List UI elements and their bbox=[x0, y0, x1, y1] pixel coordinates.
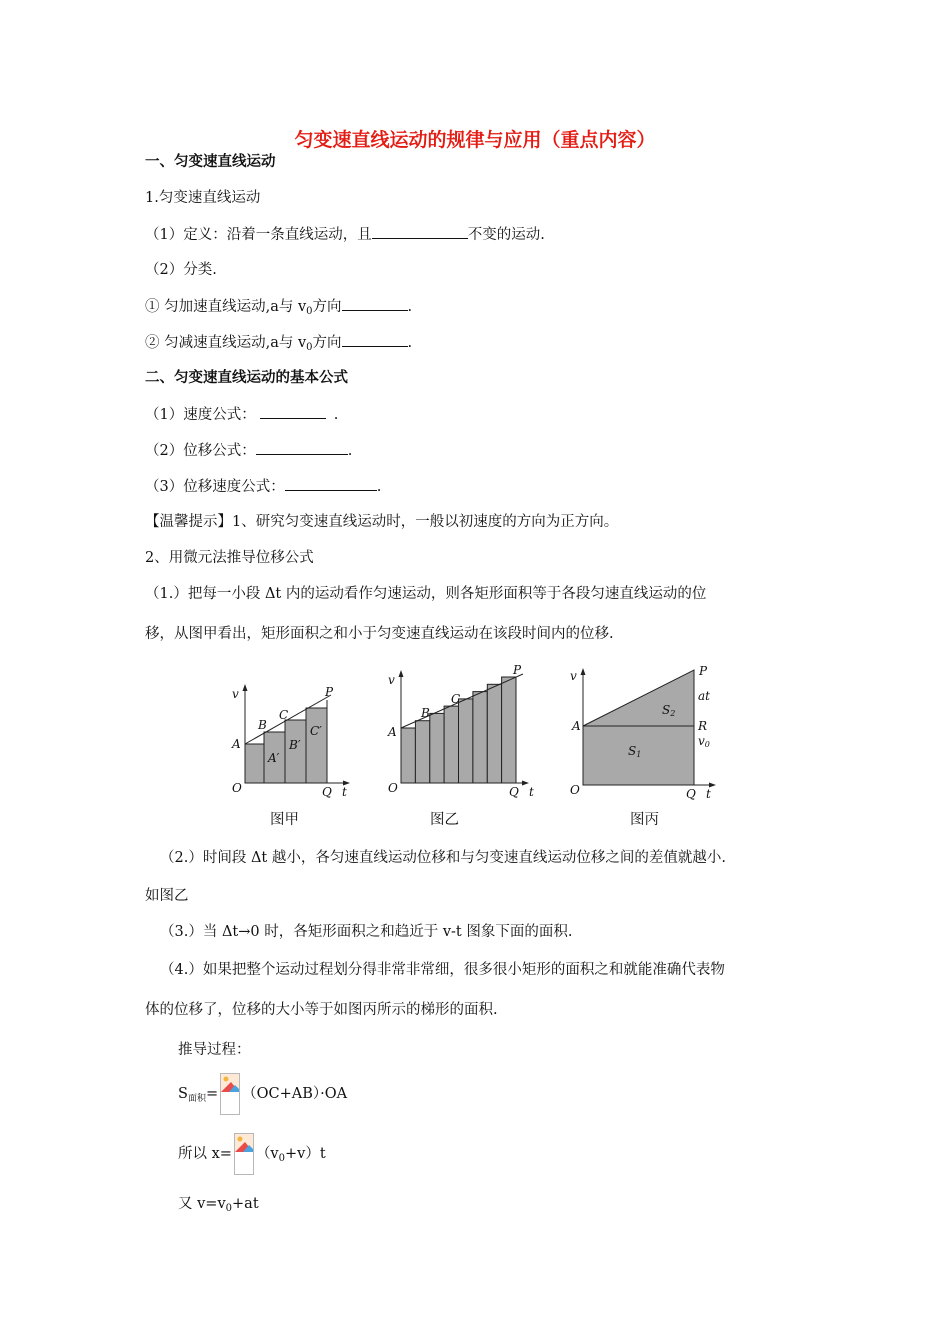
eq1-s: S bbox=[178, 1086, 188, 1102]
formula-disp-velocity-blank[interactable] bbox=[285, 476, 377, 491]
label-o: O bbox=[232, 781, 242, 795]
eq2-tail: +v）t bbox=[285, 1146, 326, 1162]
accel-blank[interactable] bbox=[342, 296, 408, 311]
accel-line bbox=[145, 296, 412, 322]
label-b: B bbox=[421, 706, 430, 720]
equation-3 bbox=[178, 1194, 259, 1219]
fraction-image-icon bbox=[220, 1073, 240, 1115]
definition-prefix: （1）定义：沿着一条直线运动，且 bbox=[145, 227, 372, 243]
decel-blank[interactable] bbox=[342, 332, 408, 347]
label-v: v bbox=[388, 673, 395, 687]
rect-strip bbox=[401, 728, 415, 783]
accel-period: . bbox=[407, 299, 413, 315]
v-axis-arrow bbox=[399, 670, 404, 677]
paragraph-2b: 如图乙 bbox=[145, 888, 189, 904]
label-p: P bbox=[325, 685, 334, 699]
formula-velocity-period: . bbox=[333, 407, 339, 423]
label-o: O bbox=[388, 781, 398, 795]
formula-velocity bbox=[145, 404, 338, 425]
label-v: v bbox=[232, 687, 239, 701]
label-c-prime: C′ bbox=[310, 724, 322, 738]
rect-4 bbox=[306, 708, 327, 783]
eq3-pre: 又 v=v bbox=[178, 1196, 226, 1212]
tip-line: 【温馨提示】1、研究匀变速直线运动时，一般以初速度的方向为正方向。 bbox=[145, 514, 619, 530]
decel-period: . bbox=[407, 335, 413, 351]
fraction-image-icon bbox=[234, 1133, 254, 1175]
accel-prefix: ① 匀加速直线运动,a与 v bbox=[145, 299, 307, 315]
label-o: O bbox=[570, 783, 580, 797]
formula-disp-velocity bbox=[145, 476, 381, 497]
derivation-label: 推导过程： bbox=[178, 1042, 251, 1058]
label-a: A bbox=[232, 737, 241, 751]
label-q: Q bbox=[322, 785, 332, 799]
paragraph-1a: （1.）把每一小段 Δt 内的运动看作匀速运动，则各矩形面积等于各段匀速直线运动的位 bbox=[145, 586, 707, 602]
rect-strip bbox=[444, 706, 458, 783]
label-s1: S1 bbox=[628, 744, 642, 759]
label-v: v bbox=[570, 669, 577, 683]
paragraph-4a: （4.）如果把整个运动过程划分得非常非常细，很多很小矩形的面积之和就能准确代表物 bbox=[160, 962, 725, 978]
eq2-post: （v bbox=[255, 1146, 279, 1162]
eq3-tail: +at bbox=[232, 1196, 259, 1212]
decel-suffix: 方向 bbox=[312, 335, 342, 351]
formula-disp-velocity-period: . bbox=[376, 479, 382, 495]
label-a: A bbox=[388, 725, 397, 739]
t-axis-arrow bbox=[522, 781, 529, 786]
formula-displacement-period: . bbox=[347, 443, 353, 459]
decel-line bbox=[145, 332, 412, 358]
caption-yi: 图乙 bbox=[430, 812, 459, 828]
caption-jia: 图甲 bbox=[270, 812, 299, 828]
paragraph-1b: 移，从图甲看出，矩形面积之和小于匀变速直线运动在该段时间内的位移. bbox=[145, 626, 614, 642]
equation-2 bbox=[178, 1132, 326, 1181]
eq3-sub: 0 bbox=[225, 1203, 233, 1214]
eq2-pre: 所以 x= bbox=[178, 1146, 232, 1162]
rect-strip bbox=[487, 684, 501, 783]
label-c: C bbox=[451, 692, 461, 706]
rect-strip bbox=[459, 699, 473, 783]
decel-sub: 0 bbox=[306, 342, 313, 353]
label-t: t bbox=[529, 785, 534, 799]
label-c: C bbox=[279, 708, 289, 722]
rect-1 bbox=[245, 744, 264, 783]
accel-suffix: 方向 bbox=[312, 299, 342, 315]
item-1: 1.匀变速直线运动 bbox=[145, 190, 261, 206]
eq1-post: （OC+AB）·OA bbox=[242, 1086, 348, 1102]
label-at: at bbox=[698, 689, 710, 703]
eq1-eq: = bbox=[205, 1086, 219, 1102]
figure-jia bbox=[228, 680, 368, 800]
formula-displacement-label: （2）位移公式： bbox=[145, 443, 256, 459]
formula-displacement bbox=[145, 440, 352, 461]
paragraph-2a: （2.）时间段 Δt 越小，各匀速直线运动位移和与匀变速直线运动位移之间的差值就越小. bbox=[160, 850, 726, 866]
eq1-sub: 面积 bbox=[187, 1094, 206, 1104]
rect-strip bbox=[415, 721, 429, 783]
rect-strip bbox=[502, 677, 516, 783]
definition-line bbox=[145, 224, 545, 245]
formula-displacement-blank[interactable] bbox=[256, 440, 348, 455]
label-p: P bbox=[513, 663, 522, 677]
label-a: A bbox=[572, 719, 581, 733]
label-v0: v0 bbox=[698, 734, 710, 749]
section-heading-1: 一、匀变速直线运动 bbox=[145, 154, 276, 170]
formula-velocity-label: （1）速度公式： bbox=[145, 407, 256, 423]
label-s2: S2 bbox=[662, 703, 676, 718]
item-2: 2、用微元法推导位移公式 bbox=[145, 550, 314, 566]
label-p: P bbox=[699, 664, 708, 678]
figure-yi bbox=[386, 660, 536, 800]
label-b-prime: B′ bbox=[289, 738, 301, 752]
label-t: t bbox=[342, 785, 347, 799]
paragraph-4b: 体的位移了，位移的大小等于如图丙所示的梯形的面积. bbox=[145, 1002, 498, 1018]
definition-suffix: 不变的运动. bbox=[467, 227, 545, 243]
equation-1 bbox=[178, 1072, 347, 1121]
v-axis-arrow bbox=[581, 668, 586, 675]
paragraph-3: （3.）当 Δt→0 时，各矩形面积之和趋近于 v-t 图象下面的面积. bbox=[160, 924, 573, 940]
formula-velocity-blank[interactable] bbox=[260, 404, 326, 419]
label-q: Q bbox=[509, 785, 519, 799]
eq2-sub: 0 bbox=[278, 1153, 286, 1164]
section-heading-2: 二、匀变速直线运动的基本公式 bbox=[145, 370, 348, 386]
rect-strip bbox=[430, 713, 444, 783]
caption-bing: 图丙 bbox=[630, 812, 659, 828]
figure-bing bbox=[566, 660, 722, 800]
accel-sub: 0 bbox=[306, 306, 313, 317]
label-r: R bbox=[698, 719, 708, 733]
label-t: t bbox=[706, 787, 711, 800]
rect-strip bbox=[473, 692, 487, 783]
label-b: B bbox=[258, 718, 267, 732]
label-q: Q bbox=[686, 787, 696, 800]
definition-blank[interactable] bbox=[372, 224, 468, 239]
decel-prefix: ② 匀减速直线运动,a与 v bbox=[145, 335, 307, 351]
label-a-prime: A′ bbox=[268, 751, 280, 765]
v-axis-arrow bbox=[243, 684, 248, 691]
page-title: 匀变速直线运动的规律与应用（重点内容） bbox=[294, 129, 656, 151]
classification-line: （2）分类. bbox=[145, 262, 217, 278]
formula-disp-velocity-label: （3）位移速度公式： bbox=[145, 479, 285, 495]
triangle-s2 bbox=[583, 670, 694, 726]
